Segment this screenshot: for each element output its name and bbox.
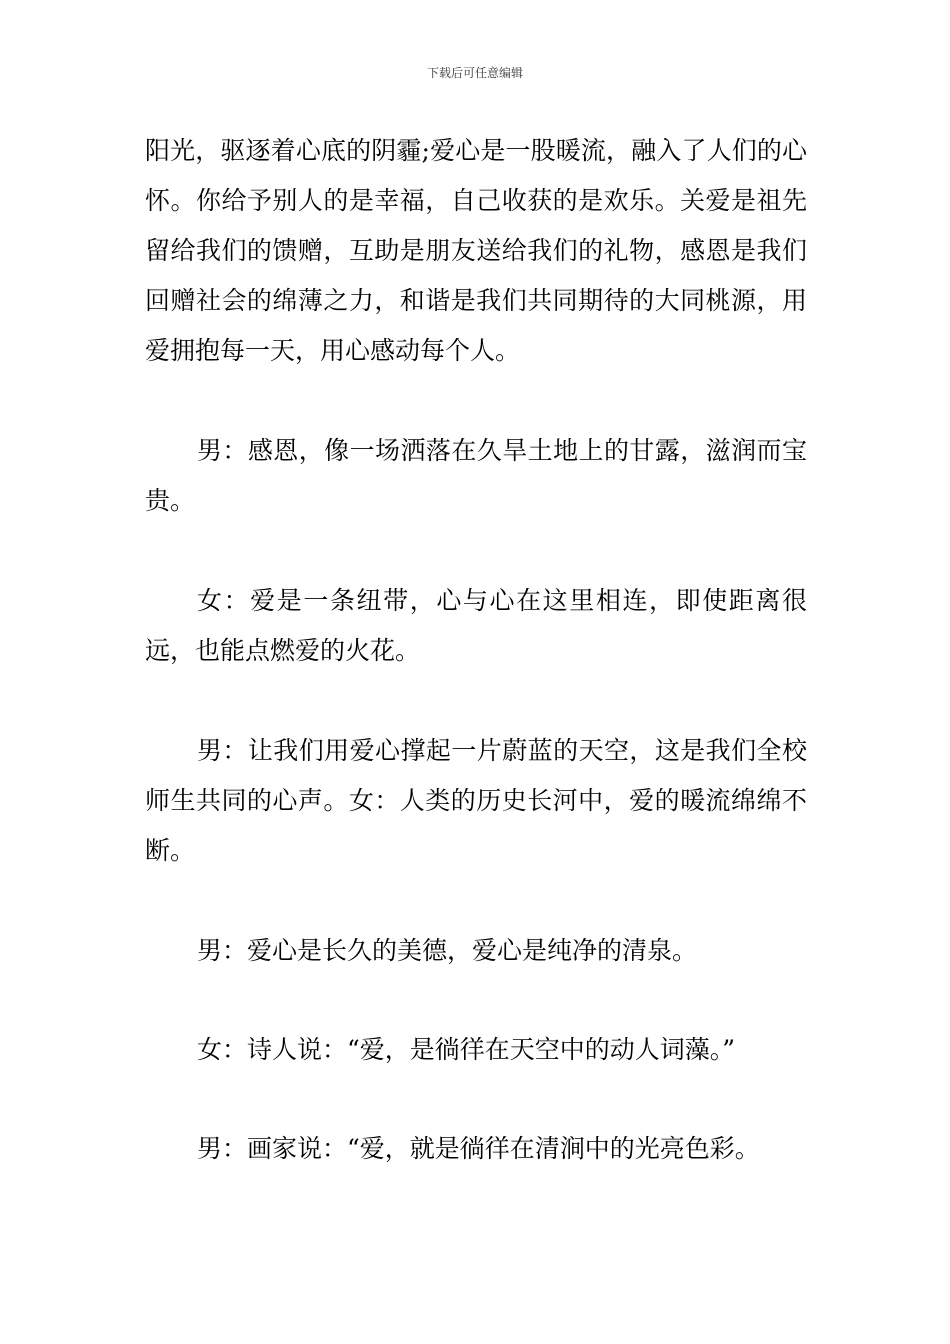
paragraph-male-2: 男：让我们用爱心撑起一片蔚蓝的天空，这是我们全校师生共同的心声。女：人类的历史长河中，爱的暖流绵绵不断。 — [145, 736, 807, 865]
paragraph-intro: 阳光，驱逐着心底的阴霾;爱心是一股暖流，融入了人们的心怀。你给予别人的是幸福，自己收获的是欢乐。关爱是祖先留给我们的馈赠，互助是朋友送给我们的礼物，感恩是我们回赠社会的绵薄之力，和谐是我们共同期待的大同桃源，用爱拥抱每一天，用心感动每个人。 — [145, 136, 807, 365]
paragraph-female-2: 女：诗人说：“爱，是徜徉在天空中的动人词藻。” — [197, 1035, 736, 1064]
paragraph-male-1: 男：感恩，像一场洒落在久旱土地上的甘露，滋润而宝贵。 — [145, 436, 807, 515]
page-header: 下载后可任意编辑 — [426, 66, 523, 80]
paragraph-male-4: 男：画家说：“爱，就是徜徉在清涧中的光亮色彩。 — [197, 1134, 760, 1163]
document-body — [145, 126, 807, 1174]
paragraph-male-3: 男：爱心是长久的美德，爱心是纯净的清泉。 — [197, 936, 698, 965]
paragraph-female-1: 女：爱是一条纽带，心与心在这里相连，即使距离很远，也能点燃爱的火花。 — [145, 586, 807, 665]
